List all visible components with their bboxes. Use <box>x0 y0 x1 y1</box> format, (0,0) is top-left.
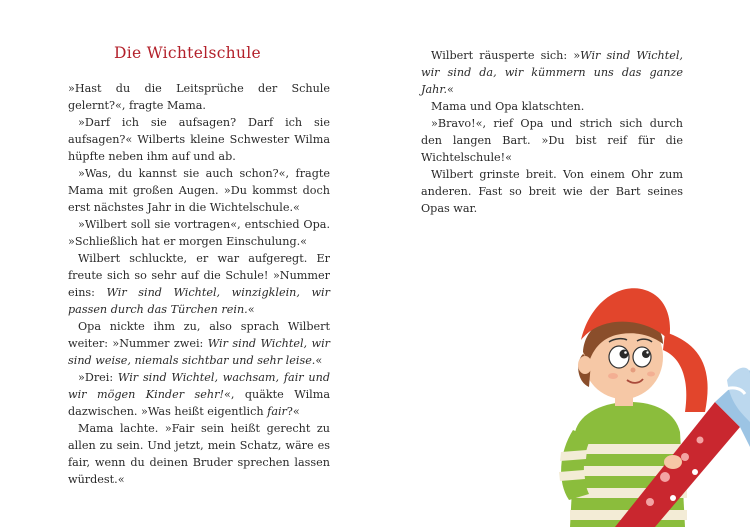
paragraph: Mama lachte. »Fair sein heißt gerecht zu allen zu sein. Und jetzt, mein Schatz, wäre es fair, wenn du deinen Bruder sprechen lassen würdest.« <box>68 422 330 486</box>
italic-run: Wir sind Wichtel, wir sind weise, niemals sichtbar und sehr leise. <box>68 337 331 367</box>
paragraph: Wilbert grinste breit. Von einem Ohr zum anderen. Fast so breit wie der Bart seines Opas war. <box>421 168 683 215</box>
paragraph: Wilbert räusperte sich: »Wir sind Wichtel, wir sind da, wir kümmern uns das ganze Jahr.« <box>421 49 683 96</box>
paragraph: »Hast du die Leitsprüche der Schule gelernt?«, fragte Mama. <box>68 82 330 112</box>
paragraph: »Wilbert soll sie vortragen«, entschied Opa. »Schließlich hat er morgen Einschulung.« <box>68 218 330 248</box>
paragraph: »Was, du kannst sie auch schon?«, fragte Mama mit großen Augen. »Du kommst doch erst nächstes Jahr in die Wichtelschule.« <box>68 167 330 214</box>
italic-run: fair <box>267 405 287 418</box>
cheek <box>608 373 618 379</box>
paragraph: Opa nickte ihm zu, also sprach Wilbert weiter: »Nummer zwei: Wir sind Wichtel, wir sind weise, niemals sichtbar und sehr leise.« <box>68 320 331 367</box>
italic-run: Wir sind Wichtel, wachsam, fair und wir mögen Kinder sehr! <box>68 371 330 401</box>
chapter-title: Die Wichtelschule <box>114 44 261 62</box>
right-text-column <box>421 47 683 217</box>
paragraph: »Bravo!«, rief Opa und strich sich durch den langen Bart. »Du bist reif für die Wichtelschule!« <box>421 117 683 164</box>
left-text-column <box>68 80 330 488</box>
paragraph: »Drei: Wir sind Wichtel, wachsam, fair und wir mögen Kinder sehr!«, quäkte Wilma dazwischen. »Was heißt eigentlich fair?« <box>68 371 331 418</box>
italic-run: Wir sind Wichtel, wir sind da, wir kümmern uns das ganze Jahr. <box>421 49 683 96</box>
paragraph: »Darf ich sie aufsagen? Darf ich sie aufsagen?« Wilberts kleine Schwester Wilma hüpfte neben ihm auf und ab. <box>68 116 330 163</box>
gnome-child-illustration <box>545 262 750 527</box>
paragraph: Wilbert schluckte, er war aufgeregt. Er freute sich so sehr auf die Schule! »Nummer eins: Wir sind Wichtel, winzigklein, wir passen durch das Türchen rein.« <box>68 252 330 316</box>
nose <box>631 368 636 373</box>
paragraph: Mama und Opa klatschten. <box>431 100 585 113</box>
hand <box>664 455 682 469</box>
italic-run: Wir sind Wichtel, winzigklein, wir passen durch das Türchen rein. <box>68 286 330 316</box>
right-page <box>375 0 750 527</box>
cheek <box>647 372 655 377</box>
hat-flap-back <box>663 332 708 412</box>
